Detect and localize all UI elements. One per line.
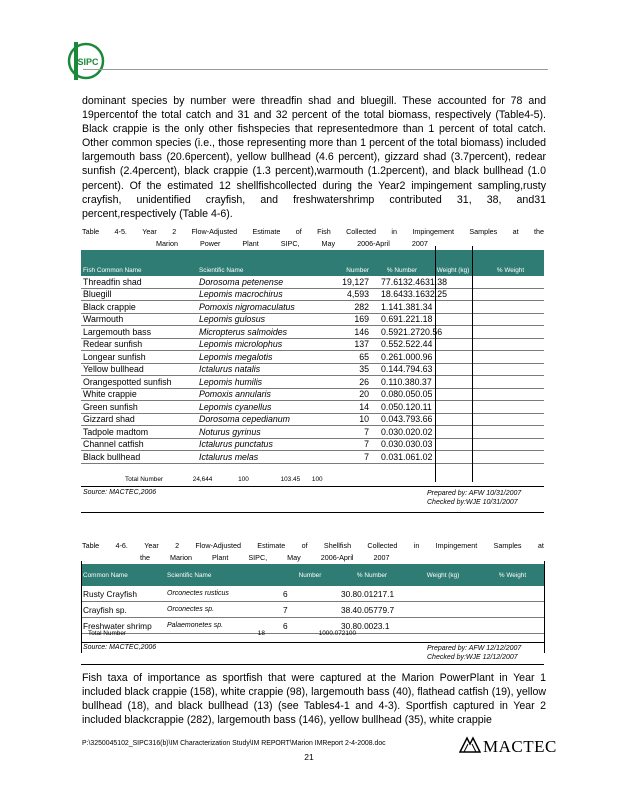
table2-caption	[82, 540, 544, 564]
caption-word: at	[512, 227, 519, 236]
cell-scientific: Orconectes rusticus	[165, 586, 281, 602]
cell-scientific: Dorosoma cepedianum	[197, 413, 321, 426]
cell-scientific: Ictalurus natalis	[197, 363, 321, 376]
caption-word: 2	[175, 541, 180, 550]
caption-word: Collected	[346, 227, 377, 236]
shellfish-table-header	[81, 564, 544, 586]
caption-word: of	[301, 541, 308, 550]
caption-word: Samples	[469, 227, 498, 236]
caption-word: Estimate	[257, 541, 286, 550]
cell-number: 65	[321, 351, 375, 364]
cell-scientific: Micropterus salmoides	[197, 326, 321, 339]
caption-word: the	[534, 227, 544, 236]
cell-common: Channel catfish	[81, 438, 197, 451]
col-weight: Weight (kg)	[405, 564, 481, 586]
cell-common: Crayfish sp.	[81, 602, 165, 618]
cell-rest: 0.261.000.96	[375, 351, 544, 364]
cell-number: 10	[321, 413, 375, 426]
caption-word: SIPC,	[248, 553, 268, 562]
caption-word: Fish	[317, 227, 331, 236]
caption-word: SIPC,	[280, 239, 300, 248]
col-pct-weight: % Weight	[477, 250, 544, 276]
table2-bottom-rule	[81, 664, 544, 665]
table1-caption	[82, 226, 544, 250]
cell-scientific: Lepomis gulosus	[197, 313, 321, 326]
caption-word: Impingement	[435, 541, 478, 550]
caption-word: Impingement	[412, 227, 454, 236]
caption-word: Marion	[170, 553, 192, 562]
cell-number: 7	[321, 426, 375, 439]
cell-rest: 0.110.380.37	[375, 376, 544, 389]
cell-rest: 0.031.061.02	[375, 451, 544, 464]
caption-word: Plant	[211, 553, 229, 562]
cell-number: 19,127	[321, 276, 375, 288]
fish-table-header	[81, 250, 544, 276]
cell-rest: 30.80.0023.1	[339, 618, 544, 634]
table-row	[81, 586, 544, 602]
cell-rest: 1.141.381.34	[375, 301, 544, 314]
col-pct-weight: % Weight	[481, 564, 544, 586]
caption-word: 4-6.	[115, 541, 128, 550]
table1-rule	[81, 486, 544, 487]
cell-scientific: Ictalurus melas	[197, 451, 321, 464]
caption-word: 2006-April	[357, 239, 390, 248]
cell-scientific: Ictalurus punctatus	[197, 438, 321, 451]
cell-rest: 0.030.030.03	[375, 438, 544, 451]
cell-common: Threadfin shad	[81, 276, 197, 288]
cell-number: 6	[281, 586, 339, 602]
mactec-logo-icon	[459, 735, 481, 758]
cell-rest: 0.5921.2720.56	[375, 326, 544, 339]
cell-rest: 0.691.221.18	[375, 313, 544, 326]
shellfish-table	[81, 564, 544, 634]
cell-rest: 0.043.793.66	[375, 413, 544, 426]
cell-common: Freshwater shrimp	[81, 618, 165, 634]
cell-rest: 0.050.120.11	[375, 401, 544, 414]
sipc-logo-icon	[64, 38, 108, 84]
total-pct-weight: 100	[311, 476, 323, 483]
cell-common: Largemouth bass	[81, 326, 197, 339]
cell-scientific: Lepomis humilis	[197, 376, 321, 389]
total-rest: 1000.072100	[318, 630, 357, 637]
table-row	[81, 276, 544, 288]
caption-word: at	[537, 541, 544, 550]
cell-number: 7	[321, 451, 375, 464]
caption-word: in	[391, 227, 398, 236]
cell-common: Bluegill	[81, 288, 197, 301]
cell-common: Longear sunfish	[81, 351, 197, 364]
table-row	[81, 413, 544, 426]
caption-word: 2007	[411, 239, 428, 248]
cell-number: 282	[321, 301, 375, 314]
brand-name: MACTEC	[483, 736, 557, 756]
cell-common: White crappie	[81, 388, 197, 401]
col-number: Number	[321, 250, 375, 276]
cell-rest: 0.080.050.05	[375, 388, 544, 401]
col-common-name: Fish Common Name	[81, 250, 197, 276]
caption-word: Flow-Adjusted	[191, 227, 238, 236]
caption-word: Estimate	[252, 227, 281, 236]
cell-common: Green sunfish	[81, 401, 197, 414]
total-pct: 100	[238, 476, 249, 483]
svg-text:SIPC: SIPC	[77, 57, 99, 67]
cell-common: Black bullhead	[81, 451, 197, 464]
cell-scientific: Lepomis cyanellus	[197, 401, 321, 414]
cell-number: 35	[321, 363, 375, 376]
cell-number: 20	[321, 388, 375, 401]
table1-prepared	[427, 489, 521, 507]
cell-number: 137	[321, 338, 375, 351]
cell-common: Orangespotted sunfish	[81, 376, 197, 389]
footer-path: P:\3250045102_SIPC316(b)\IM Characterization Study\IM REPORT\Marion IMReport 2-4-2008.doc	[82, 740, 386, 747]
total-label: Total Number	[125, 476, 164, 483]
table2-rule	[81, 642, 544, 643]
cell-common: Tadpole madtom	[81, 426, 197, 439]
fish-table	[81, 250, 544, 464]
table2-border	[544, 561, 545, 653]
cell-rest: 18.6433.1632.25	[375, 288, 544, 301]
caption-word: Plant	[242, 239, 259, 248]
header-rule	[83, 69, 548, 70]
body-paragraph-1: dominant species by number were threadfin shad and bluegill. These accounted for 78 and 19percentof the total catch and 31 and 32 percent of the total biomass, respectively (Table4-5). Black crappie is the only other fishspecies that representedmore than 1 percent of total catch. Other common species (i.e., those representing more than 1 percent of the total biomass) included largemouth bass (20.6percent), yellow bullhead (4.6 percent), gizzard shad (3.7percent), redear sunfish (2.4percent), black crappie (1.3 percent),warmouth (1.2percent), and black bullhead (1.0 percent). Of the estimated 12 shellfishcollected during the Year2 impingement sampling,rusty crayfish, unidentified crayfish, and freshwatershrimp contributed 31, 38, and31 percent,respectively (Table 4-6).	[82, 95, 546, 220]
caption-word: Flow-Adjusted	[195, 541, 241, 550]
cell-scientific: Orconectes sp.	[165, 602, 281, 618]
total-number: 24,644	[192, 476, 213, 483]
cell-number: 14	[321, 401, 375, 414]
cell-number: 6	[281, 618, 339, 634]
caption-word: Shellfish	[323, 541, 352, 550]
total-weight: 103.45	[280, 476, 301, 483]
col-common-name: Common Name	[81, 564, 165, 586]
cell-rest: 30.80.01217.1	[339, 586, 544, 602]
total-label: Total Number	[88, 630, 127, 637]
caption-word: 2006-April	[320, 553, 354, 562]
cell-rest: 0.144.794.63	[375, 363, 544, 376]
caption-word: 2007	[373, 553, 390, 562]
checked-by: Checked by:WJE 12/12/2007	[427, 654, 518, 661]
table1-source: Source: MACTEC,2006	[83, 489, 157, 496]
cell-scientific: Pomoxis annularis	[197, 388, 321, 401]
caption-word: Year	[142, 227, 157, 236]
table-row	[81, 363, 544, 376]
table-row	[81, 401, 544, 414]
table2-total-row	[88, 630, 356, 637]
cell-common: Black crappie	[81, 301, 197, 314]
prepared-by: Prepared by: AFW 10/31/2007	[427, 490, 522, 497]
cell-number: 7	[281, 602, 339, 618]
cell-number: 146	[321, 326, 375, 339]
caption-word: Year	[144, 541, 159, 550]
checked-by: Checked by:WJE 10/31/2007	[427, 499, 518, 506]
cell-rest: 0.030.020.02	[375, 426, 544, 439]
cell-scientific: Pomoxis nigromaculatus	[197, 301, 321, 314]
caption-word: Collected	[367, 541, 398, 550]
col-scientific-name: Scientific Name	[165, 564, 281, 586]
cell-number: 7	[321, 438, 375, 451]
cell-common: Warmouth	[81, 313, 197, 326]
caption-word: the	[140, 553, 150, 562]
table-row	[81, 376, 544, 389]
caption-word: of	[295, 227, 302, 236]
table-row	[81, 313, 544, 326]
cell-common: Rusty Crayfish	[81, 586, 165, 602]
caption-word: Power	[199, 239, 221, 248]
col-number: Number	[281, 564, 339, 586]
cell-number: 26	[321, 376, 375, 389]
total-number: 18	[257, 630, 265, 637]
col-pct-number: % Number	[339, 564, 405, 586]
cell-number: 169	[321, 313, 375, 326]
cell-common: Redear sunfish	[81, 338, 197, 351]
table-row	[81, 602, 544, 618]
prepared-by: Prepared by: AFW 12/12/2007	[427, 645, 522, 652]
caption-word: Samples	[493, 541, 522, 550]
caption-word: in	[413, 541, 420, 550]
table2-source: Source: MACTEC,2006	[83, 644, 157, 651]
cell-common: Yellow bullhead	[81, 363, 197, 376]
table-row	[81, 451, 544, 464]
table2-border	[81, 561, 82, 653]
cell-scientific: Lepomis microlophus	[197, 338, 321, 351]
cell-rest: 38.40.05779.7	[339, 602, 544, 618]
caption-word: May	[321, 239, 336, 248]
table1-total-row	[125, 476, 323, 483]
caption-word: May	[287, 553, 301, 562]
cell-common: Gizzard shad	[81, 413, 197, 426]
caption-word: 2	[172, 227, 177, 236]
body-paragraph-2: Fish taxa of importance as sportfish that were captured at the Marion PowerPlant in Year 1 included black crappie (158), white crappie (98), largemouth bass (40), flathead catfish (19), yellow bullhead (18), and black bullhead (13) (see Tables4-1 and 4-3). Sportfish captured in Year 2 included blackcrappie (282), largemouth bass (146), yellow bullhead (35), white crappie	[82, 672, 546, 727]
col-pct-number: % Number	[375, 250, 429, 276]
col-weight: Weight (kg)	[429, 250, 477, 276]
table-row	[81, 301, 544, 314]
cell-scientific: Palaemonetes sp.	[165, 618, 281, 634]
table-row	[81, 388, 544, 401]
table-row	[81, 326, 544, 339]
cell-scientific: Noturus gyrinus	[197, 426, 321, 439]
table-row	[81, 288, 544, 301]
table1-bottom-rule	[81, 512, 544, 513]
table2-prepared	[427, 644, 521, 662]
cell-rest: 0.552.522.44	[375, 338, 544, 351]
cell-scientific: Dorosoma petenense	[197, 276, 321, 288]
col-scientific-name: Scientific Name	[197, 250, 321, 276]
table-row	[81, 438, 544, 451]
table1-divider	[472, 246, 473, 482]
page-number: 21	[304, 752, 314, 762]
mactec-brand	[459, 735, 557, 758]
cell-scientific: Lepomis megalotis	[197, 351, 321, 364]
caption-word: 4-5.	[114, 227, 127, 236]
cell-rest: 77.6132.4631.38	[375, 276, 544, 288]
caption-word: Table	[82, 541, 100, 550]
table-row	[81, 351, 544, 364]
cell-number: 4,593	[321, 288, 375, 301]
caption-word: Marion	[156, 239, 178, 248]
caption-word: Table	[82, 227, 100, 236]
cell-scientific: Lepomis macrochirus	[197, 288, 321, 301]
table1-divider	[435, 246, 436, 482]
table-row	[81, 338, 544, 351]
table-row	[81, 426, 544, 439]
